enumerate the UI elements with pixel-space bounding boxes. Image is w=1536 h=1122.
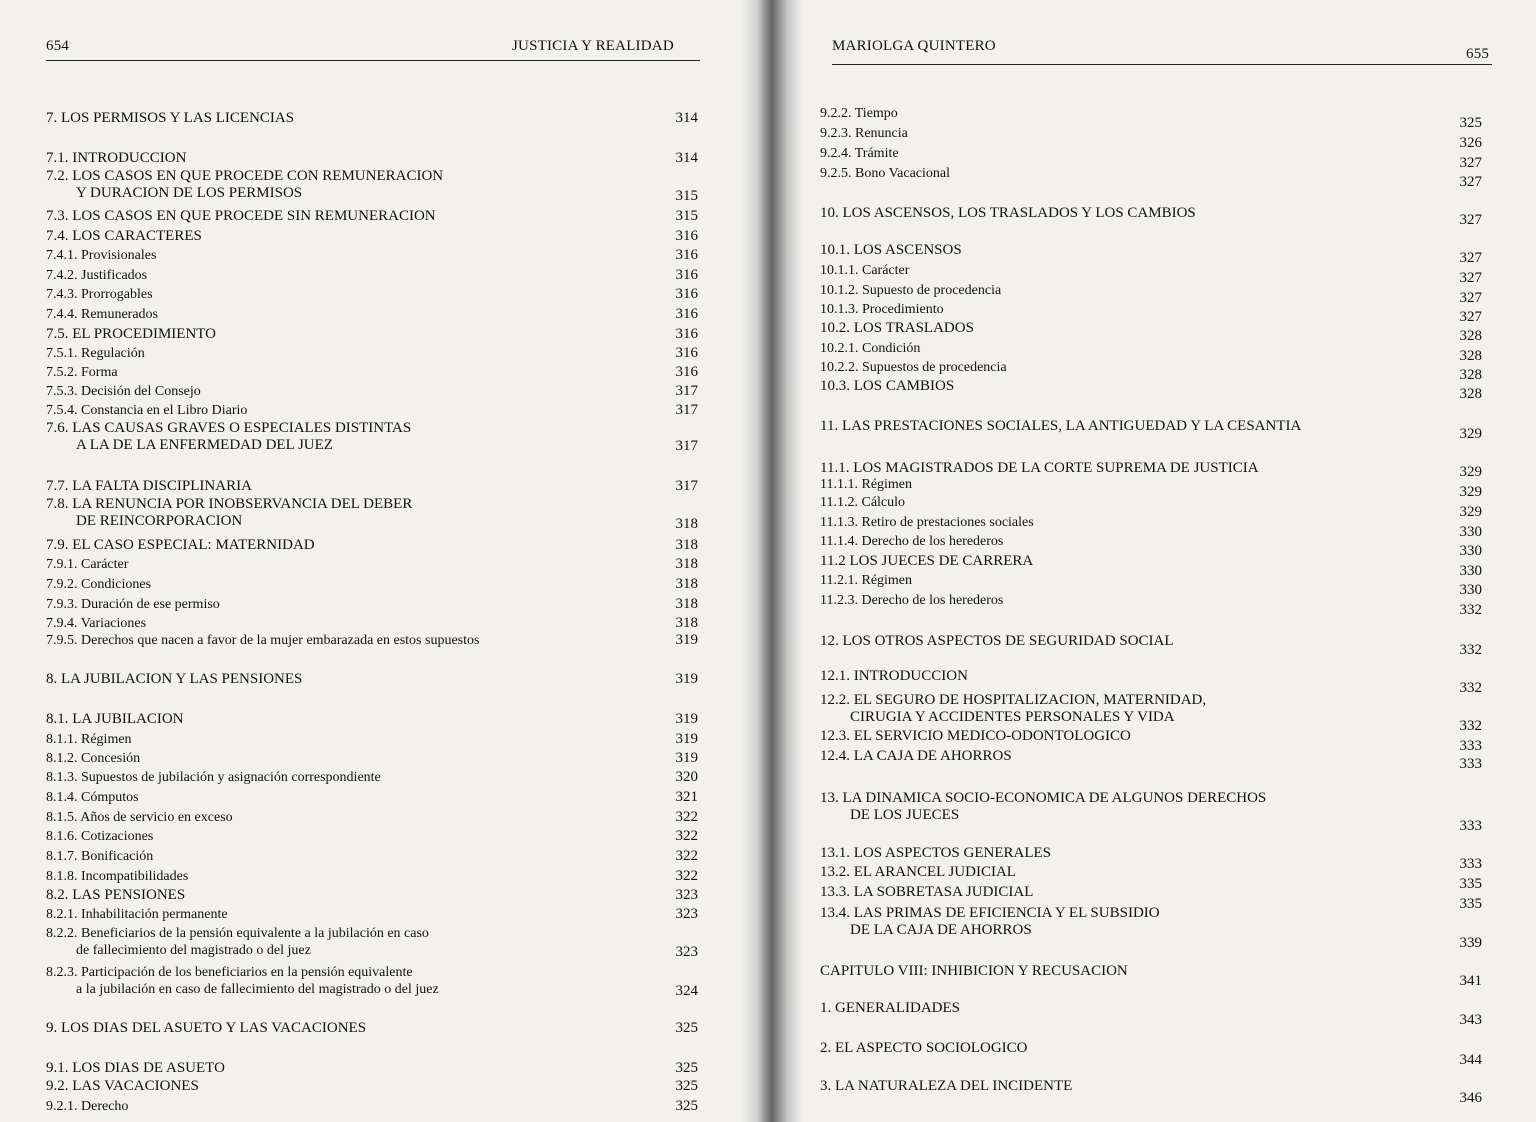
toc-entry bbox=[46, 150, 186, 167]
toc-page-number: 325 bbox=[675, 1078, 698, 1094]
toc-entry bbox=[46, 496, 412, 530]
toc-entry bbox=[820, 125, 908, 142]
toc-entry-title: 7.4.1. Provisionales bbox=[46, 248, 157, 263]
toc-entry bbox=[820, 884, 1033, 901]
toc-entry bbox=[46, 267, 147, 284]
toc-entry-title: 7.3. LOS CASOS EN QUE PROCEDE SIN REMUNERACION bbox=[46, 208, 436, 224]
toc-page-number: 344 bbox=[1459, 1052, 1482, 1068]
toc-entry-title: 7.5.3. Decisión del Consejo bbox=[46, 384, 201, 399]
toc-entry bbox=[46, 671, 302, 688]
toc-page-number: 327 bbox=[1459, 250, 1482, 266]
toc-entry-title: 8.1. LA JUBILACION bbox=[46, 711, 184, 727]
toc-entry bbox=[820, 359, 1007, 376]
toc-entry-title-continued: CIRUGIA Y ACCIDENTES PERSONALES Y VIDA bbox=[850, 709, 1175, 725]
toc-entry bbox=[46, 402, 247, 419]
toc-entry-title: 7.4.4. Remunerados bbox=[46, 307, 158, 322]
toc-page-number: 327 bbox=[1459, 309, 1482, 325]
toc-entry-title: 10.2.1. Condición bbox=[820, 341, 921, 356]
toc-page-number: 322 bbox=[675, 828, 698, 844]
toc-entry-title: 8.1.5. Años de servicio en exceso bbox=[46, 810, 233, 825]
toc-entry-title: 8.1.6. Cotizaciones bbox=[46, 829, 154, 844]
toc-page-number: 333 bbox=[1459, 856, 1482, 872]
toc-entry-title: 10.3. LOS CAMBIOS bbox=[820, 378, 955, 394]
toc-entry bbox=[46, 478, 252, 495]
toc-page-number: 346 bbox=[1459, 1090, 1482, 1106]
toc-page-number: 328 bbox=[1459, 348, 1482, 364]
toc-entry bbox=[820, 242, 962, 259]
toc-entry bbox=[46, 769, 381, 786]
toc-entry-title: 9.2.4. Trámite bbox=[820, 146, 899, 161]
toc-entry-title: 9.2.2. Tiempo bbox=[820, 106, 898, 121]
toc-entry bbox=[46, 925, 429, 959]
toc-page-number: 329 bbox=[1459, 426, 1482, 442]
toc-page-number: 332 bbox=[1459, 642, 1482, 658]
toc-entry-title: 9.2. LAS VACACIONES bbox=[46, 1078, 199, 1094]
toc-entry-title: 13.2. EL ARANCEL JUDICIAL bbox=[820, 864, 1016, 880]
toc-entry bbox=[820, 553, 1033, 570]
toc-entry bbox=[46, 1060, 225, 1077]
toc-page-number: 319 bbox=[675, 731, 698, 747]
toc-page-number: 325 bbox=[675, 1098, 698, 1114]
toc-page-number: 330 bbox=[1459, 582, 1482, 598]
toc-page-number: 330 bbox=[1459, 524, 1482, 540]
toc-entry-title: 8.1.4. Cómputos bbox=[46, 790, 139, 805]
toc-entry bbox=[820, 320, 974, 337]
toc-page-number: 341 bbox=[1459, 973, 1482, 989]
toc-entry-title: 11.1. LOS MAGISTRADOS DE LA CORTE SUPREMA DE JUSTICIA bbox=[820, 460, 1259, 476]
toc-entry bbox=[46, 556, 128, 573]
toc-entry-title: 7.1. INTRODUCCION bbox=[46, 150, 187, 166]
toc-page-number: 332 bbox=[1459, 602, 1482, 618]
toc-entry-title: 8.1.7. Bonificación bbox=[46, 849, 154, 864]
toc-entry-title: 10.2. LOS TRASLADOS bbox=[820, 320, 974, 336]
toc-page-number: 319 bbox=[675, 632, 698, 648]
toc-entry-title: 7.9.3. Duración de ese permiso bbox=[46, 597, 220, 612]
running-head: JUSTICIA Y REALIDAD bbox=[512, 38, 674, 54]
toc-entry bbox=[820, 533, 1003, 550]
toc-entry bbox=[46, 887, 185, 904]
toc-page-number: 315 bbox=[675, 208, 698, 224]
toc-entry-title: 7.4.3. Prorrogables bbox=[46, 287, 153, 302]
toc-entry-title: 7.9.4. Variaciones bbox=[46, 616, 147, 631]
toc-page-number: 321 bbox=[675, 789, 698, 805]
toc-entry bbox=[820, 864, 1016, 881]
toc-entry-title: 10.1.2. Supuesto de procedencia bbox=[820, 283, 1002, 298]
toc-entry bbox=[46, 247, 156, 264]
toc-page-number: 316 bbox=[675, 364, 698, 380]
toc-entry bbox=[820, 514, 1034, 531]
toc-page-number: 328 bbox=[1459, 386, 1482, 402]
toc-page-number: 316 bbox=[675, 286, 698, 302]
toc-entry bbox=[820, 728, 1131, 745]
toc-page-number: 330 bbox=[1459, 543, 1482, 559]
toc-page-number: 316 bbox=[675, 306, 698, 322]
toc-entry bbox=[46, 809, 233, 826]
toc-entry bbox=[820, 692, 1206, 726]
toc-entry bbox=[820, 476, 912, 493]
toc-page-number: 316 bbox=[675, 228, 698, 244]
toc-page-number: 335 bbox=[1459, 896, 1482, 912]
toc-entry-title: 11.2.1. Régimen bbox=[820, 573, 913, 588]
toc-entry bbox=[46, 596, 220, 613]
toc-page-number: 325 bbox=[675, 1020, 698, 1036]
toc-page-number: 322 bbox=[675, 868, 698, 884]
toc-page-number: 320 bbox=[675, 769, 698, 785]
toc-page-number: 322 bbox=[675, 848, 698, 864]
toc-entry-title: 10. LOS ASCENSOS, LOS TRASLADOS Y LOS CAMBIOS bbox=[820, 205, 1196, 221]
toc-entry-title: 10.1. LOS ASCENSOS bbox=[820, 242, 962, 258]
toc-entry-title: 8.1.8. Incompatibilidades bbox=[46, 869, 189, 884]
toc-page-number: 329 bbox=[1459, 484, 1482, 500]
toc-page-number: 323 bbox=[675, 944, 698, 960]
toc-entry-title: 8.1.3. Supuestos de jubilación y asignación correspondiente bbox=[46, 770, 381, 785]
toc-entry-title: 11. LAS PRESTACIONES SOCIALES, LA ANTIGUEDAD Y LA CESANTIA bbox=[820, 418, 1302, 434]
toc-page-number: 318 bbox=[675, 556, 698, 572]
toc-entry bbox=[46, 576, 151, 593]
toc-entry bbox=[820, 165, 950, 182]
toc-page-number: 317 bbox=[675, 438, 698, 454]
toc-entry-title: 12.3. EL SERVICIO MEDICO-ODONTOLOGICO bbox=[820, 728, 1131, 744]
toc-page-number: 323 bbox=[675, 906, 698, 922]
toc-page-number: 327 bbox=[1459, 212, 1482, 228]
header-rule bbox=[46, 60, 700, 61]
toc-entry-title: 7.5.1. Regulación bbox=[46, 346, 145, 361]
toc-page-number: 330 bbox=[1459, 563, 1482, 579]
toc-entry bbox=[46, 789, 139, 806]
toc-entry bbox=[820, 748, 1012, 765]
toc-page-number: 318 bbox=[675, 615, 698, 631]
toc-page-number: 319 bbox=[675, 711, 698, 727]
toc-entry-title: 13.3. LA SOBRETASA JUDICIAL bbox=[820, 884, 1034, 900]
toc-page-number: 327 bbox=[1459, 174, 1482, 190]
toc-entry bbox=[46, 711, 184, 728]
toc-entry-title: 9.2.5. Bono Vacacional bbox=[820, 166, 950, 181]
toc-entry bbox=[46, 750, 140, 767]
toc-page-number: 333 bbox=[1459, 738, 1482, 754]
toc-page-number: 316 bbox=[675, 247, 698, 263]
toc-entry bbox=[820, 572, 912, 589]
toc-entry bbox=[46, 208, 436, 225]
toc-entry-title: 8.2.3. Participación de los beneficiarios en la pensión equivalente bbox=[46, 965, 413, 980]
toc-entry bbox=[46, 964, 439, 998]
toc-entry-title: 11.2 LOS JUECES DE CARRERA bbox=[820, 553, 1034, 569]
toc-page-number: 319 bbox=[675, 671, 698, 687]
toc-page-number: 329 bbox=[1459, 464, 1482, 480]
toc-entry-title: 8.2.2. Beneficiarios de la pensión equivalente a la jubilación en caso bbox=[46, 926, 429, 941]
toc-entry-title-continued: DE LOS JUECES bbox=[850, 807, 960, 823]
toc-entry bbox=[820, 460, 1259, 477]
toc-page-number: 318 bbox=[675, 537, 698, 553]
toc-entry bbox=[46, 383, 201, 400]
toc-page-number: 316 bbox=[675, 345, 698, 361]
toc-page-number: 317 bbox=[675, 402, 698, 418]
toc-entry-title: 13.1. LOS ASPECTOS GENERALES bbox=[820, 845, 1052, 861]
toc-entry bbox=[820, 282, 1001, 299]
toc-entry-title: 9.2.3. Renuncia bbox=[820, 126, 908, 141]
toc-page-number: 327 bbox=[1459, 155, 1482, 171]
toc-entry-title: 8.1.2. Concesión bbox=[46, 751, 141, 766]
toc-page-number: 332 bbox=[1459, 718, 1482, 734]
toc-entry-title: 12. LOS OTROS ASPECTOS DE SEGURIDAD SOCIAL bbox=[820, 633, 1174, 649]
toc-page-number: 333 bbox=[1459, 756, 1482, 772]
toc-entry bbox=[820, 145, 899, 162]
toc-entry-title: 1. GENERALIDADES bbox=[820, 1000, 960, 1016]
toc-entry-title: 8.2.1. Inhabilitación permanente bbox=[46, 907, 228, 922]
page-number: 655 bbox=[1466, 46, 1490, 62]
toc-page-number: 326 bbox=[1459, 135, 1482, 151]
toc-page-number: 327 bbox=[1459, 290, 1482, 306]
toc-entry-title: 11.1.3. Retiro de prestaciones sociales bbox=[820, 515, 1034, 530]
toc-entry bbox=[46, 868, 188, 885]
toc-entry-title: 8.1.1. Régimen bbox=[46, 732, 132, 747]
toc-entry-title: 13.4. LAS PRIMAS DE EFICIENCIA Y EL SUBSIDIO bbox=[820, 905, 1160, 921]
toc-entry-title: 12.1. INTRODUCCION bbox=[820, 668, 968, 684]
toc-entry-title: 8.2. LAS PENSIONES bbox=[46, 887, 186, 903]
toc-entry bbox=[46, 306, 158, 323]
toc-entry bbox=[820, 105, 898, 122]
toc-entry-title-continued: DE LA CAJA DE AHORROS bbox=[850, 922, 1032, 938]
toc-entry bbox=[820, 205, 1196, 222]
toc-entry bbox=[46, 345, 145, 362]
toc-entry bbox=[46, 615, 146, 632]
toc-page-number: 317 bbox=[675, 478, 698, 494]
toc-entry-title: 2. EL ASPECTO SOCIOLOGICO bbox=[820, 1040, 1028, 1056]
toc-entry-title: 11.1.4. Derecho de los herederos bbox=[820, 534, 1004, 549]
toc-entry bbox=[820, 1040, 1028, 1057]
toc-entry-title: 7.5. EL PROCEDIMIENTO bbox=[46, 326, 216, 342]
toc-entry-title: 10.2.2. Supuestos de procedencia bbox=[820, 360, 1007, 375]
toc-entry-title: 3. LA NATURALEZA DEL INCIDENTE bbox=[820, 1078, 1073, 1094]
toc-entry bbox=[820, 633, 1174, 650]
toc-entry-title: 7.9.2. Condiciones bbox=[46, 577, 151, 592]
toc-page-number: 322 bbox=[675, 809, 698, 825]
toc-page-number: 317 bbox=[675, 383, 698, 399]
toc-entry-title: 7.9.5. Derechos que nacen a favor de la mujer embarazada en estos supuestos bbox=[46, 633, 480, 648]
toc-entry-title: 9. LOS DIAS DEL ASUETO Y LAS VACACIONES bbox=[46, 1020, 367, 1036]
toc-entry bbox=[46, 364, 118, 381]
toc-page-number: 329 bbox=[1459, 504, 1482, 520]
toc-entry-title: 9.1. LOS DIAS DE ASUETO bbox=[46, 1060, 225, 1076]
toc-entry-title: 7.5.2. Forma bbox=[46, 365, 118, 380]
toc-entry-title: 7.9. EL CASO ESPECIAL: MATERNIDAD bbox=[46, 537, 315, 553]
toc-page-number: 325 bbox=[1459, 115, 1482, 131]
toc-entry-title: 12.2. EL SEGURO DE HOSPITALIZACION, MATERNIDAD, bbox=[820, 692, 1207, 708]
toc-entry bbox=[46, 1020, 366, 1037]
toc-entry bbox=[46, 632, 479, 649]
toc-entry bbox=[46, 731, 132, 748]
toc-entry-title: 11.1.2. Cálculo bbox=[820, 495, 906, 510]
toc-page-number: 314 bbox=[675, 110, 698, 126]
toc-entry-title: 12.4. LA CAJA DE AHORROS bbox=[820, 748, 1012, 764]
toc-page-number: 316 bbox=[675, 326, 698, 342]
toc-entry bbox=[820, 378, 954, 395]
book-gutter bbox=[742, 0, 802, 1122]
toc-entry-title: 7.2. LOS CASOS EN QUE PROCEDE CON REMUNERACION bbox=[46, 168, 444, 184]
toc-page-number: 319 bbox=[675, 750, 698, 766]
toc-entry bbox=[820, 668, 968, 685]
toc-entry-title: 9.2.1. Derecho bbox=[46, 1099, 129, 1114]
toc-entry bbox=[46, 420, 411, 454]
toc-entry-title: 8. LA JUBILACION Y LAS PENSIONES bbox=[46, 671, 303, 687]
toc-entry-title: 7.4. LOS CARACTERES bbox=[46, 228, 202, 244]
toc-page-number: 323 bbox=[675, 887, 698, 903]
toc-entry-title-continued: DE REINCORPORACION bbox=[76, 513, 243, 529]
toc-entry bbox=[46, 326, 216, 343]
toc-page-number: 328 bbox=[1459, 367, 1482, 383]
toc-entry bbox=[820, 790, 1266, 824]
toc-entry-title: 11.2.3. Derecho de los herederos bbox=[820, 593, 1004, 608]
toc-entry-title: 7.7. LA FALTA DISCIPLINARIA bbox=[46, 478, 252, 494]
toc-entry bbox=[820, 1078, 1072, 1095]
toc-entry bbox=[820, 845, 1051, 862]
toc-entry bbox=[46, 286, 153, 303]
toc-page-number: 318 bbox=[675, 576, 698, 592]
toc-entry bbox=[820, 905, 1160, 939]
toc-entry-title-continued: A LA DE LA ENFERMEDAD DEL JUEZ bbox=[76, 437, 333, 453]
toc-entry bbox=[46, 537, 315, 554]
toc-page-number: 325 bbox=[675, 1060, 698, 1076]
toc-page-number: 343 bbox=[1459, 1012, 1482, 1028]
toc-entry bbox=[46, 228, 202, 245]
toc-entry-title-continued: de fallecimiento del magistrado o del juez bbox=[76, 943, 311, 958]
toc-page-number: 316 bbox=[675, 267, 698, 283]
toc-entry bbox=[820, 301, 944, 318]
toc-entry bbox=[820, 418, 1301, 435]
page-number: 654 bbox=[46, 38, 70, 54]
toc-entry-title: 7. LOS PERMISOS Y LAS LICENCIAS bbox=[46, 110, 295, 126]
toc-entry-title: 7.9.1. Carácter bbox=[46, 557, 129, 572]
toc-page-number: 318 bbox=[675, 516, 698, 532]
header-rule bbox=[832, 64, 1492, 65]
toc-entry bbox=[46, 1098, 128, 1115]
toc-entry bbox=[820, 1000, 960, 1017]
toc-entry-title: 13. LA DINAMICA SOCIO-ECONOMICA DE ALGUNOS DERECHOS bbox=[820, 790, 1267, 806]
toc-entry-title: 7.6. LAS CAUSAS GRAVES O ESPECIALES DISTINTAS bbox=[46, 420, 412, 436]
toc-page-number: 332 bbox=[1459, 680, 1482, 696]
toc-page-number: 335 bbox=[1459, 876, 1482, 892]
toc-entry-title: 7.8. LA RENUNCIA POR INOBSERVANCIA DEL DEBER bbox=[46, 496, 413, 512]
toc-entry-title-continued: a la jubilación en caso de fallecimiento del magistrado o del juez bbox=[76, 982, 439, 997]
left-page bbox=[0, 0, 762, 1122]
toc-entry-title: 7.5.4. Constancia en el Libro Diario bbox=[46, 403, 248, 418]
toc-entry-title-continued: Y DURACION DE LOS PERMISOS bbox=[76, 185, 303, 201]
toc-entry bbox=[46, 1078, 199, 1095]
toc-entry-title: 10.1.1. Carácter bbox=[820, 263, 910, 278]
toc-page-number: 328 bbox=[1459, 328, 1482, 344]
toc-page-number: 318 bbox=[675, 596, 698, 612]
toc-page-number: 333 bbox=[1459, 818, 1482, 834]
toc-entry-title: 7.4.2. Justificados bbox=[46, 268, 148, 283]
toc-entry bbox=[46, 906, 228, 923]
toc-entry bbox=[46, 110, 294, 127]
toc-page-number: 327 bbox=[1459, 270, 1482, 286]
toc-entry bbox=[820, 262, 909, 279]
toc-page-number: 315 bbox=[675, 188, 698, 204]
toc-entry-title: 11.1.1. Régimen bbox=[820, 477, 913, 492]
running-head: MARIOLGA QUINTERO bbox=[832, 38, 996, 54]
toc-page-number: 324 bbox=[675, 983, 698, 999]
toc-entry bbox=[820, 494, 905, 511]
toc-entry-title: 10.1.3. Procedimiento bbox=[820, 302, 944, 317]
toc-page-number: 339 bbox=[1459, 935, 1482, 951]
toc-entry bbox=[820, 340, 920, 357]
toc-entry bbox=[46, 828, 153, 845]
toc-entry bbox=[820, 592, 1003, 609]
toc-entry bbox=[46, 848, 153, 865]
toc-entry bbox=[46, 168, 443, 202]
toc-entry bbox=[820, 963, 1128, 980]
right-page bbox=[772, 0, 1536, 1122]
toc-page-number: 314 bbox=[675, 150, 698, 166]
toc-entry-title: CAPITULO VIII: INHIBICION Y RECUSACION bbox=[820, 963, 1128, 979]
